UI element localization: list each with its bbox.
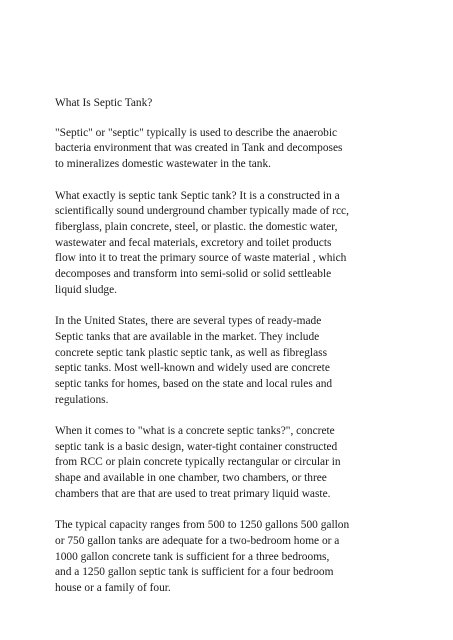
text-line: Septic tanks that are available in the market. They include: [55, 330, 320, 343]
text-line: septic tank is a basic design, water-tight container constructed: [55, 440, 338, 453]
paragraph-what-is: [55, 189, 415, 299]
text-line: and a 1250 gallon septic tank is sufficient for a four bedroom: [55, 566, 334, 579]
text-line: The typical capacity ranges from 500 to 1250 gallons 500 gallon: [55, 519, 350, 532]
text-line: decomposes and transform into semi-solid or solid settleable: [55, 268, 332, 281]
paragraph-capacity: [55, 518, 415, 597]
text-line: bacteria environment that was created in Tank and decomposes: [55, 142, 343, 155]
text-line: What exactly is septic tank Septic tank? It is a constructed in a: [55, 189, 340, 202]
document-title: What Is Septic Tank?: [55, 97, 153, 109]
text-line: septic tanks for homes, based on the state and local rules and: [55, 377, 333, 390]
text-line: shape and available in one chamber, two chambers, or three: [55, 472, 327, 485]
paragraph-types: [55, 314, 415, 408]
text-line: flow into it to treat the primary source of waste material , which: [55, 252, 347, 265]
text-line: fiberglass, plain concrete, steel, or plastic. the domestic water,: [55, 220, 338, 233]
text-line: "Septic" or "septic" typically is used to describe the anaerobic: [55, 126, 338, 139]
text-line: In the United States, there are several types of ready-made: [55, 315, 322, 328]
text-line: concrete septic tank plastic septic tank, as well as fibreglass: [55, 346, 328, 359]
text-line: scientifically sound underground chamber typically made of rcc,: [55, 205, 349, 218]
text-line: 1000 gallon concrete tank is sufficient for a three bedrooms,: [55, 550, 330, 563]
text-line: house or a family of four.: [55, 582, 171, 595]
document-body: [55, 96, 415, 612]
text-line: from RCC or plain concrete typically rectangular or circular in: [55, 456, 341, 469]
paragraph-concrete: [55, 424, 415, 503]
text-line: When it comes to "what is a concrete septic tanks?", concrete: [55, 425, 335, 438]
text-line: to mineralizes domestic wastewater in the tank.: [55, 158, 272, 171]
text-line: septic tanks. Most well-known and widely used are concrete: [55, 362, 330, 375]
text-line: chambers that are that are used to treat primary liquid waste.: [55, 487, 331, 500]
paragraph-definition: [55, 126, 415, 173]
text-line: regulations.: [55, 393, 109, 406]
text-line: or 750 gallon tanks are adequate for a two-bedroom home or a: [55, 534, 340, 547]
text-line: wastewater and fecal materials, excretory and toilet products: [55, 236, 332, 249]
text-line: liquid sludge.: [55, 283, 118, 296]
